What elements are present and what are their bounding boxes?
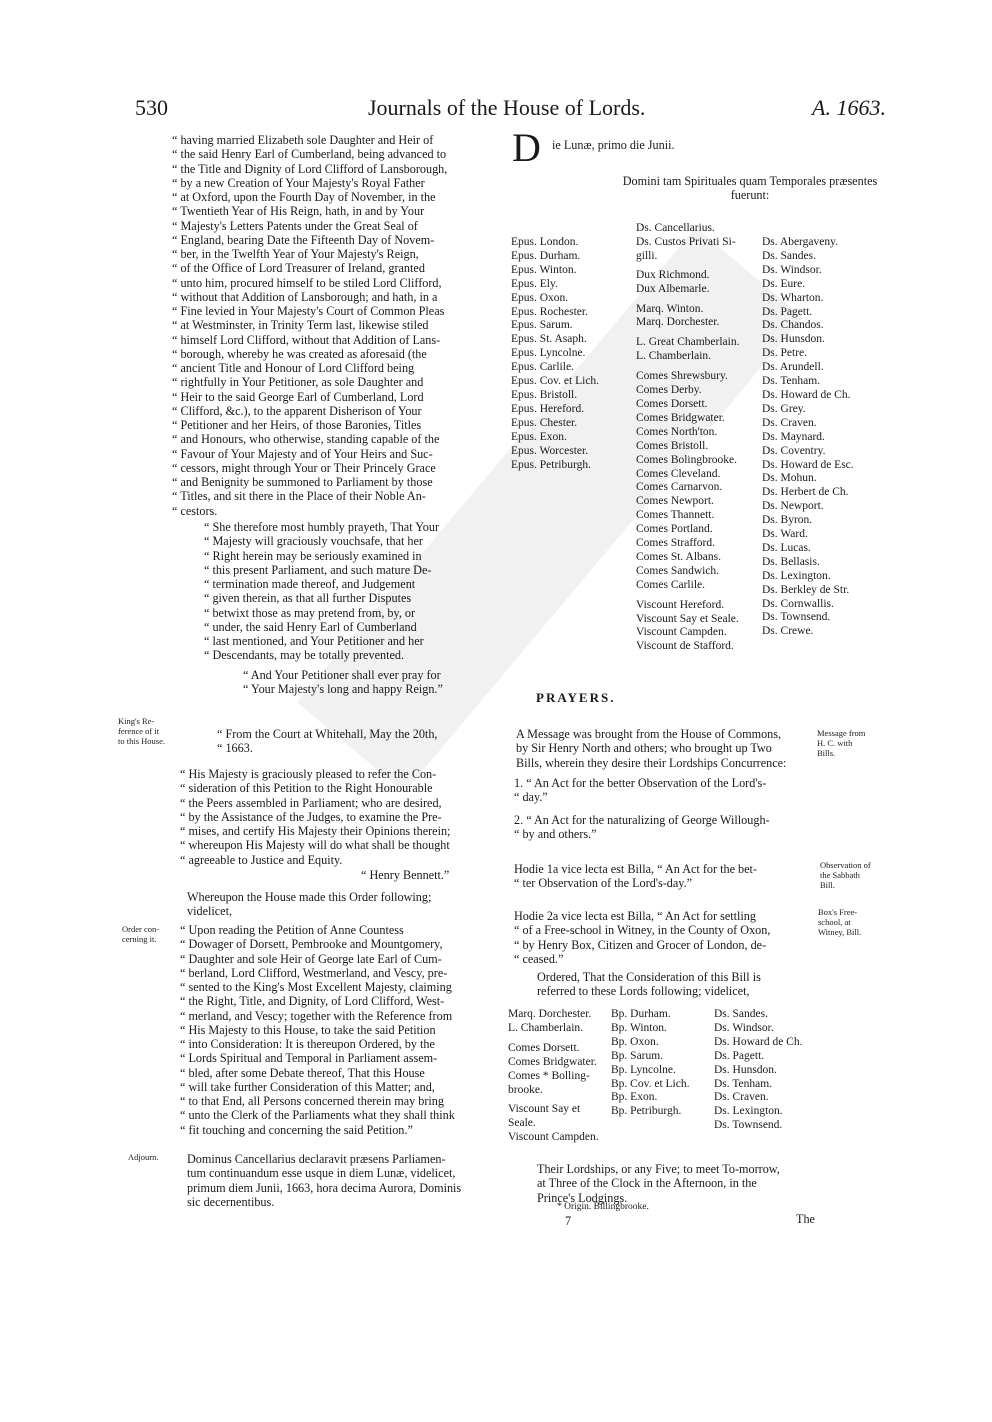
adjourn-block xyxy=(187,1152,461,1209)
list-item: Ds. Craven. xyxy=(714,1091,769,1104)
list-item: Marq. Dorchester. xyxy=(636,316,720,329)
text-line: “ unto the Clerk of the Parliaments what they shall think xyxy=(180,1108,455,1123)
list-item: Epus. Sarum. xyxy=(511,319,573,332)
text-line: “ Lords Spiritual and Temporal in Parliament assem- xyxy=(180,1051,438,1066)
court-text xyxy=(217,727,437,756)
prayeth-block xyxy=(204,520,439,663)
committee-col2-list xyxy=(611,1008,689,1119)
margin-box-text xyxy=(818,907,861,937)
list-item: Ds. Maynard. xyxy=(762,430,825,443)
list-item: Viscount de Stafford. xyxy=(636,640,734,653)
text-line: “ termination made thereof, and Judgement xyxy=(204,577,416,591)
text-line: tum continuandum esse usque in diem Lunæ, videlicet, xyxy=(187,1166,456,1181)
text-line: “ of a Free-school in Witney, in the County of Oxon, xyxy=(514,923,771,938)
list-item: Viscount Hereford. xyxy=(636,598,725,611)
hodie2-text xyxy=(514,909,770,966)
text-line: “ Clifford, &c.), to the apparent Disherison of Your xyxy=(172,403,422,418)
margin-line: Message from xyxy=(817,728,866,738)
text-line: “ the Title and Dignity of Lord Clifford of Lansborough, xyxy=(172,161,448,176)
committee-col1 xyxy=(508,1008,599,1145)
list-item: Comes Sandwich. xyxy=(636,564,720,577)
text-line: “ Descendants, may be totally prevented. xyxy=(204,648,405,663)
list-item: Ds. Tenham. xyxy=(714,1077,773,1090)
text-line: “ Majesty will graciously vouchsafe, that her xyxy=(204,534,423,549)
list-item: Ds. Howard de Ch. xyxy=(762,388,851,401)
committee-col3-list xyxy=(714,1008,802,1133)
text-line: “ this present Parliament, and such mature De- xyxy=(204,562,432,577)
list-item: Comes Shrewsbury. xyxy=(636,370,728,383)
list-item: Comes North'ton. xyxy=(636,425,718,438)
epus-list xyxy=(511,236,599,472)
text-line: at Three of the Clock in the Afternoon, in the xyxy=(537,1176,757,1191)
list-item: Bp. Exon. xyxy=(611,1091,658,1104)
list-item: Ds. Townsend. xyxy=(762,611,831,624)
text-line: “ day.” xyxy=(514,790,548,805)
petition-block xyxy=(172,133,502,518)
list-item: Ds. Eure. xyxy=(762,277,806,290)
text-line: Whereupon the House made this Order following; xyxy=(187,890,432,904)
text-line: “ merland, and Vescy; together with the Reference from xyxy=(180,1008,453,1023)
list-item: Comes Bridgwater. xyxy=(636,411,725,424)
list-item: Epus. Petriburgh. xyxy=(511,458,591,471)
list-item: Epus. Oxon. xyxy=(511,291,569,304)
text-line: Their Lordships, or any Five; to meet To-morrow, xyxy=(537,1162,780,1176)
footnote: * Origin. Billingbrooke. xyxy=(557,1202,649,1212)
prayers-heading: PRAYERS. xyxy=(536,690,616,705)
list-item: Ds. Abergaveny. xyxy=(762,236,839,248)
text-line: “ cestors. xyxy=(172,503,218,518)
list-item: Ds. Newport. xyxy=(762,500,824,513)
text-line: “ whereupon His Majesty will do what shall be thought xyxy=(180,838,450,853)
list-item: Comes Portland. xyxy=(636,523,713,536)
refer-text xyxy=(180,767,450,867)
committee-col2 xyxy=(611,1008,689,1119)
list-item: Bp. Durham. xyxy=(611,1008,671,1020)
list-item: Ds. Cancellarius. xyxy=(636,222,715,234)
text-line: 1. “ An Act for the better Observation of the Lord's- xyxy=(514,776,767,790)
text-line: “ Upon reading the Petition of Anne Countess xyxy=(180,923,404,937)
list-item: Ds. Ward. xyxy=(762,528,808,541)
list-item: Ds. Lexington. xyxy=(714,1105,783,1118)
list-item: Marq. Dorchester. xyxy=(508,1008,592,1020)
refer-block xyxy=(180,767,450,867)
text-line: “ and Benignity be summoned to Parliament by those xyxy=(172,475,433,489)
list-item: Epus. Hereford. xyxy=(511,402,585,415)
table-middle xyxy=(636,222,739,654)
list-item: Ds. Pagett. xyxy=(762,305,813,318)
text-line: Prince's Lodgings. xyxy=(537,1190,628,1205)
list-item: Epus. Carlile. xyxy=(511,361,574,374)
list-item: Comes Newport. xyxy=(636,495,714,508)
list-item: Bp. Winton. xyxy=(611,1021,667,1034)
text-line: Hodie 1a vice lecta est Billa, “ An Act for the bet- xyxy=(514,862,757,876)
list-item: Ds. Windsor. xyxy=(714,1021,774,1034)
list-item: Comes Bolingbrooke. xyxy=(636,453,737,466)
list-item: Bp. Lyncolne. xyxy=(611,1063,676,1076)
list-item: Comes Strafford. xyxy=(636,537,716,550)
die-line: ie Lunæ, primo die Junii. xyxy=(552,138,675,152)
text-line: “ without that Addition of Lansborough; and hath, in a xyxy=(172,289,438,304)
list-item: Bp. Sarum. xyxy=(611,1049,664,1062)
list-item: Ds. Cornwallis. xyxy=(762,597,834,610)
mid-top-list xyxy=(636,222,739,264)
ds-list xyxy=(762,236,854,639)
list-item: Ds. Sandes. xyxy=(714,1008,768,1020)
list-item: Ds. Petre. xyxy=(762,347,808,360)
list-item: Epus. Rochester. xyxy=(511,305,588,318)
list-item: Comes Cleveland. xyxy=(636,467,721,480)
list-item: Epus. Chester. xyxy=(511,416,578,429)
text-line: “ ceased.” xyxy=(514,951,564,966)
text-line: fuerunt: xyxy=(730,188,770,203)
list-item: Ds. Lucas. xyxy=(762,541,811,554)
text-line: “ Right herein may be seriously examined in xyxy=(204,548,422,563)
text-line: “ having married Elizabeth sole Daughter and Heir of xyxy=(172,133,434,147)
list-item: Viscount Campden. xyxy=(636,626,727,639)
text-line: “ 1663. xyxy=(217,741,253,756)
list-item: Epus. Cov. et Lich. xyxy=(511,375,600,388)
list-item: Ds. Wharton. xyxy=(762,291,824,304)
text-line: “ at Oxford, upon the Fourth Day of November, in the xyxy=(172,190,436,204)
order-text xyxy=(180,923,455,1137)
list-item: Dux Richmond. xyxy=(636,268,710,281)
text-line: by Sir Henry North and others; who brought up Two xyxy=(516,741,772,756)
committee-col3 xyxy=(714,1008,802,1133)
list-item: Comes Bristoll. xyxy=(636,439,709,452)
margin-order-text xyxy=(122,924,159,944)
list-item: Viscount Say et xyxy=(508,1103,581,1116)
text-line: “ Twentieth Year of His Reign, hath, in and by Your xyxy=(172,204,425,219)
text-line: “ rightfully in Your Petitioner, as sole Daughter and xyxy=(172,375,424,390)
page-title: Journals of the House of Lords. xyxy=(368,95,646,120)
hodie2-block xyxy=(514,909,770,966)
bill2-block xyxy=(514,813,770,842)
text-line: “ Titles, and sit there in the Place of their Noble An- xyxy=(172,489,426,504)
margin-line: Order con- xyxy=(122,924,160,934)
margin-line: King's Re- xyxy=(118,716,155,726)
list-item: Ds. Hunsdon. xyxy=(714,1063,777,1076)
list-item: Epus. Ely. xyxy=(511,277,558,290)
message-text xyxy=(516,727,786,770)
text-line: “ Majesty's Letters Patents under the Great Seal of xyxy=(172,218,418,233)
list-item: L. Chamberlain. xyxy=(508,1021,584,1034)
list-item: gilli. xyxy=(636,249,658,262)
list-item: Comes Carlile. xyxy=(636,578,705,591)
text-line: “ fit touching and concerning the said Petition.” xyxy=(180,1122,413,1137)
text-line: “ by a new Creation of Your Majesty's Royal Father xyxy=(172,175,425,190)
text-line: “ berland, Lord Clifford, Westmerland, and Vescy, pre- xyxy=(180,965,448,980)
list-item: Comes Thannett. xyxy=(636,509,715,522)
margin-line: school, at xyxy=(818,917,851,927)
margin-line: H. C. with xyxy=(817,738,853,748)
text-line: “ England, bearing Date the Fifteenth Day of Novem- xyxy=(172,232,435,247)
list-item: Ds. Berkley de Str. xyxy=(762,583,850,596)
table-ds xyxy=(762,236,854,639)
text-line: “ mises, and certify His Majesty their Opinions therein; xyxy=(180,824,451,838)
margin-line: ference of it xyxy=(118,726,160,736)
text-line: “ Petitioner and her Heirs, of those Baronies, Titles xyxy=(172,418,422,432)
list-item: Epus. Exon. xyxy=(511,430,567,443)
list-item: Comes * Bolling- xyxy=(508,1069,590,1082)
margin-line: Witney, Bill. xyxy=(818,927,862,937)
margin-line: Box's Free- xyxy=(818,907,858,917)
margin-box xyxy=(818,907,861,937)
list-item: Ds. Howard de Ch. xyxy=(714,1035,803,1048)
list-item: Ds. Herbert de Ch. xyxy=(762,486,849,499)
text-line: “ of the Office of Lord Treasurer of Ireland, granted xyxy=(172,261,425,276)
list-item: Ds. Lexington. xyxy=(762,569,831,582)
text-line: “ She therefore most humbly prayeth, That Your xyxy=(204,520,440,534)
ordered-block xyxy=(537,970,761,999)
court-block xyxy=(217,727,437,756)
margin-kings-reference xyxy=(118,716,165,746)
text-line: “ Dowager of Dorsett, Pembrooke and Mountgomery, xyxy=(180,937,443,952)
text-line: “ unto him, procured himself to be stiled Lord Clifford, xyxy=(172,275,442,290)
margin-kings-text xyxy=(118,716,165,746)
page-number: 530 xyxy=(135,95,168,120)
margin-line: Bills. xyxy=(817,748,836,758)
pray-text xyxy=(243,668,443,697)
domini-text xyxy=(540,174,960,203)
list-item: Marq. Winton. xyxy=(636,302,704,315)
margin-message xyxy=(817,728,865,758)
ordered-text xyxy=(537,970,761,999)
list-item: Ds. Crewe. xyxy=(762,625,814,638)
text-line: “ the Peers assembled in Parliament; who are desired, xyxy=(180,795,442,810)
list-item: Ds. Arundell. xyxy=(762,361,824,374)
text-line: “ by and others.” xyxy=(514,827,597,842)
order-block xyxy=(180,923,455,1137)
list-item: Viscount Campden. xyxy=(508,1131,599,1144)
adjourn-text xyxy=(187,1152,461,1209)
text-line: “ will take further Consideration of this Matter; and, xyxy=(180,1079,435,1094)
list-item: Seale. xyxy=(508,1117,536,1130)
message-block xyxy=(516,727,786,770)
margin-line: the Sabbath xyxy=(820,870,860,880)
text-line: 2. “ An Act for the naturalizing of George Willough- xyxy=(514,813,770,827)
hodie1-text xyxy=(514,862,757,891)
list-item: Epus. Winton. xyxy=(511,263,577,276)
text-line: “ given therein, as that all further Disputes xyxy=(204,591,412,606)
text-line: “ sideration of this Petition to the Right Honourable xyxy=(180,781,433,796)
list-item: brooke. xyxy=(508,1083,543,1096)
whereupon-block xyxy=(187,890,431,919)
list-item: Ds. Windsor. xyxy=(762,263,822,276)
text-line: “ agreeable to Justice and Equity. xyxy=(180,852,343,867)
text-line: “ His Majesty to this House, to take the said Petition xyxy=(180,1022,436,1037)
text-line: referred to these Lords following; videlicet, xyxy=(537,984,750,999)
list-item: Ds. Coventry. xyxy=(762,444,826,457)
list-item: Epus. Bristoll. xyxy=(511,388,578,401)
text-line: Ordered, That the Consideration of this Bill is xyxy=(537,970,761,984)
text-line: “ Favour of Your Majesty and of Your Heirs and Suc- xyxy=(172,446,433,461)
bill1-block xyxy=(514,776,766,805)
text-line: “ And Your Petitioner shall ever pray for xyxy=(243,668,441,682)
prayeth-text xyxy=(204,520,439,663)
text-line: “ at Westminster, in Trinity Term last, likewise stiled xyxy=(172,318,429,333)
text-line: videlicet, xyxy=(187,904,233,919)
text-line: Bills, wherein they desire their Lordships Concurrence: xyxy=(516,755,787,770)
margin-message-text xyxy=(817,728,865,758)
text-line: “ by the Assistance of the Judges, to examine the Pre- xyxy=(180,809,442,824)
drop-cap: D xyxy=(512,125,541,170)
list-item: Ds. Chandos. xyxy=(762,319,824,332)
lordships-text xyxy=(537,1162,780,1205)
margin-line: Observation of xyxy=(820,860,871,870)
lordships-block xyxy=(537,1162,780,1205)
petition-text xyxy=(172,133,502,518)
text-line: “ ber, in the Twelfth Year of Your Majesty's Reign, xyxy=(172,247,419,261)
list-item: Ds. Tenham. xyxy=(762,375,821,388)
text-line: “ himself Lord Clifford, without that Addition of Lans- xyxy=(172,332,441,347)
text-line: A Message was brought from the House of Commons, xyxy=(516,727,782,741)
text-line: “ by Henry Box, Citizen and Grocer of London, de- xyxy=(514,937,767,952)
text-line: “ the Right, Title, and Dignity, of Lord Clifford, West- xyxy=(180,994,445,1009)
list-item: Comes Derby. xyxy=(636,384,702,397)
signature-bennett: “ Henry Bennett.” xyxy=(361,868,450,882)
text-line: “ Your Majesty's long and happy Reign.” xyxy=(243,682,443,697)
list-item: Comes Bridgwater. xyxy=(508,1055,597,1068)
catchword: The xyxy=(796,1212,815,1226)
table-epus xyxy=(511,236,599,472)
list-item: Bp. Petriburgh. xyxy=(611,1105,682,1118)
list-item: Ds. Howard de Esc. xyxy=(762,458,854,471)
list-item: Ds. Craven. xyxy=(762,416,817,429)
list-item: Ds. Custos Privati Si- xyxy=(636,235,736,248)
text-line: “ betwixt those as may pretend from, by, or xyxy=(204,605,416,620)
text-line: “ sented to the King's Most Excellent Majesty, claiming xyxy=(180,980,452,994)
text-line: sic decernentibus. xyxy=(187,1194,275,1209)
list-item: Ds. Sandes. xyxy=(762,249,816,262)
text-line: “ borough, whereby he was created as aforesaid (the xyxy=(172,346,427,361)
list-item: Ds. Byron. xyxy=(762,514,813,527)
text-line: “ last mentioned, and Your Petitioner and her xyxy=(204,634,424,648)
list-item: Ds. Pagett. xyxy=(714,1049,765,1062)
text-line: “ Fine levied in Your Majesty's Court of Common Pleas xyxy=(172,304,445,318)
list-item: Ds. Hunsdon. xyxy=(762,333,825,346)
list-item: Dux Albemarle. xyxy=(636,282,710,295)
text-line: Dominus Cancellarius declaravit præsens Parliamen- xyxy=(187,1152,446,1166)
list-item: Bp. Cov. et Lich. xyxy=(611,1077,690,1090)
list-item: L. Chamberlain. xyxy=(636,350,712,363)
hodie1-block xyxy=(514,862,757,891)
text-line: “ into Consideration: It is thereupon Ordered, by the xyxy=(180,1037,435,1051)
whereupon-text xyxy=(187,890,431,919)
text-line: “ His Majesty is graciously pleased to refer the Con- xyxy=(180,767,437,781)
text-line: Domini tam Spirituales quam Temporales præsentes xyxy=(622,174,878,188)
text-line: “ Heir to the said George Earl of Cumberland, Lord xyxy=(172,389,424,404)
margin-sabbath-text xyxy=(820,860,871,890)
text-line: “ to that End, all Persons concerned therein may bring xyxy=(180,1094,444,1108)
text-line: “ ter Observation of the Lord's-day.” xyxy=(514,876,693,891)
list-item: Ds. Mohun. xyxy=(762,472,817,485)
text-line: “ under, the said Henry Earl of Cumberland xyxy=(204,619,417,634)
list-item: Viscount Say et Seale. xyxy=(636,612,739,625)
list-item: Ds. Townsend. xyxy=(714,1119,783,1132)
text-line: primum diem Junii, 1663, hora decima Aurora, Dominis xyxy=(187,1180,462,1195)
list-item: Comes Dorsett. xyxy=(508,1041,580,1054)
pray-block xyxy=(243,668,443,697)
domini-block xyxy=(540,174,960,203)
bill2-text xyxy=(514,813,770,842)
list-item: Epus. Durham. xyxy=(511,249,581,262)
list-item: L. Great Chamberlain. xyxy=(636,336,740,349)
page-year: A. 1663. xyxy=(812,95,886,120)
text-line: “ From the Court at Whitehall, May the 20th, xyxy=(217,727,438,741)
text-line: Hodie 2a vice lecta est Billa, “ An Act for settling xyxy=(514,909,756,923)
margin-sabbath xyxy=(820,860,871,890)
list-item: Comes Carnarvon. xyxy=(636,481,723,494)
margin-adjourn: Adjourn. xyxy=(128,1152,159,1162)
text-line: “ cessors, might through Your or Their Princely Grace xyxy=(172,460,436,475)
list-item: Bp. Oxon. xyxy=(611,1035,659,1048)
text-line: “ Daughter and sole Heir of George late Earl of Cum- xyxy=(180,951,442,966)
margin-line: to this House. xyxy=(118,736,165,746)
margin-line: cerning it. xyxy=(122,934,157,944)
mid-rest-list xyxy=(636,269,739,655)
text-line: “ ancient Title and Honour of Lord Clifford being xyxy=(172,361,415,375)
text-line: “ the said Henry Earl of Cumberland, being advanced to xyxy=(172,147,447,162)
margin-order xyxy=(122,924,159,944)
text-line: “ bled, after some Debate thereof, That this House xyxy=(180,1065,425,1080)
list-item: Epus. St. Asaph. xyxy=(511,333,587,346)
list-item: Epus. London. xyxy=(511,236,579,248)
list-item: Epus. Worcester. xyxy=(511,444,589,457)
committee-col1-list xyxy=(508,1008,599,1145)
margin-line: Bill. xyxy=(820,880,835,890)
list-item: Comes Dorsett. xyxy=(636,397,708,410)
list-item: Comes St. Albans. xyxy=(636,550,721,563)
signature-mark: 7 xyxy=(565,1214,572,1228)
list-item: Epus. Lyncolne. xyxy=(511,347,586,360)
text-line: “ and Honours, who otherwise, standing capable of the xyxy=(172,432,440,447)
bill1-text xyxy=(514,776,766,805)
list-item: Ds. Grey. xyxy=(762,402,806,415)
list-item: Ds. Bellasis. xyxy=(762,555,820,568)
